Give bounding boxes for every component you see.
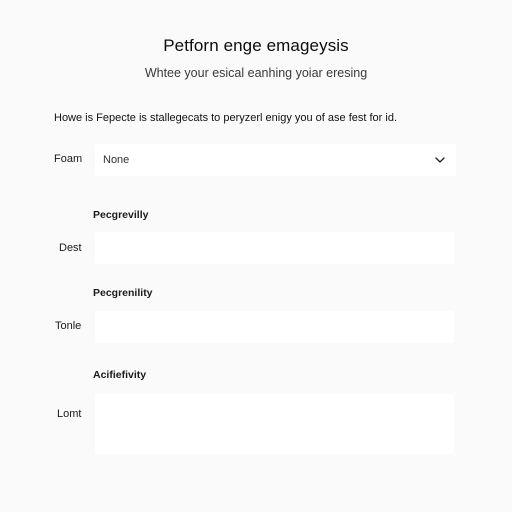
chevron-down-icon	[434, 154, 446, 166]
select-row-label: Foam	[54, 153, 83, 165]
form-select[interactable]	[95, 144, 456, 176]
field2-input[interactable]	[95, 311, 454, 343]
field2-label: Tonle	[55, 320, 82, 332]
field3-title: Acifiefivity	[93, 369, 147, 381]
page-title: Petforn enge emageysis	[163, 36, 349, 55]
page-subtitle: Whtee your esical eanhing yoiar eresing	[144, 66, 368, 80]
field2-title: Pecgrenility	[93, 287, 153, 299]
field3-input[interactable]	[95, 394, 454, 454]
field1-title: Pecgrevilly	[93, 209, 149, 221]
field3-label: Lomt	[57, 408, 82, 420]
intro-text: Howe is Fepecte is stallegecats to peryzerl enigy you of ase fest for id.	[54, 112, 397, 124]
field1-label: Dest	[59, 242, 82, 254]
select-value: None	[103, 154, 130, 166]
field1-input[interactable]	[95, 232, 454, 264]
